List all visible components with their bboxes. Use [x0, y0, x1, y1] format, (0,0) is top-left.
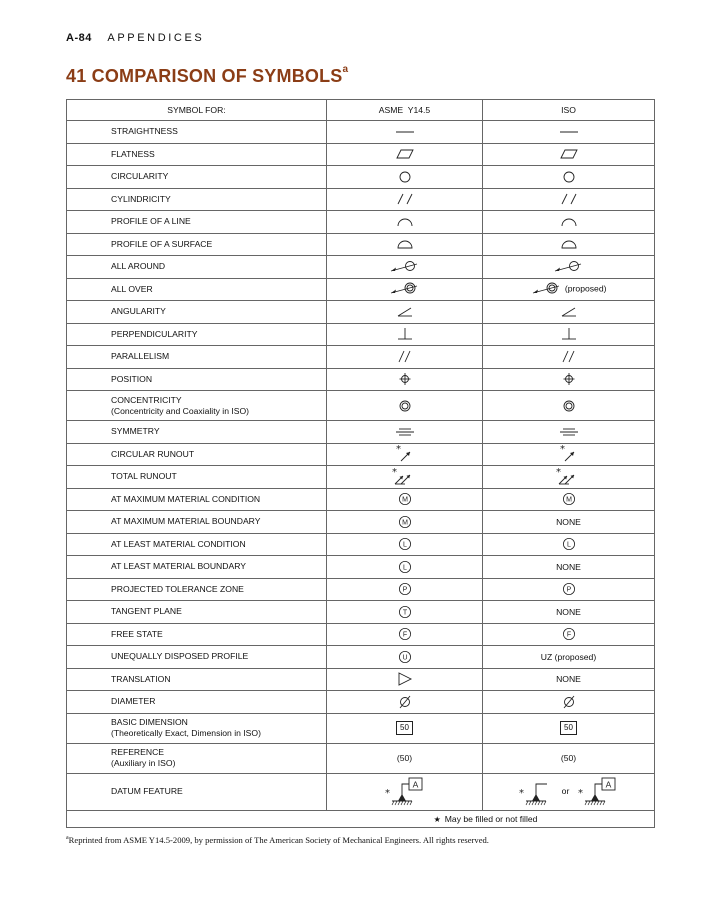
symbol-name-cell	[67, 443, 327, 466]
asme-symbol-cell	[327, 556, 483, 579]
symbol-name-cell	[67, 713, 327, 743]
header-symbol-for: SYMBOL FOR:	[67, 100, 327, 121]
symbol-name-cell	[67, 278, 327, 301]
circularity-icon	[557, 171, 581, 183]
symbol-name: PROFILE OF A LINE	[111, 216, 191, 227]
symbol-name-cell	[67, 323, 327, 346]
svg-text:L: L	[566, 541, 571, 549]
symbol-name: CYLINDRICITY	[111, 193, 171, 204]
circled-letter-icon	[398, 515, 412, 529]
circled-letter-icon	[398, 605, 412, 619]
symbol-name: AT LEAST MATERIAL CONDITION	[111, 538, 246, 549]
iso-symbol-cell	[483, 323, 655, 346]
symbol-name-cell	[67, 256, 327, 279]
svg-text:A: A	[605, 779, 612, 789]
datum-feature-icon	[578, 777, 618, 807]
symbol-name-cell	[67, 301, 327, 324]
table-row	[67, 691, 655, 714]
footnote-text: Reprinted from ASME Y14.5-2009, by permission of The American Society of Mechanical Engineers. All rights reserved.	[68, 835, 489, 845]
iso-symbol-cell	[483, 143, 655, 166]
table-row	[67, 368, 655, 391]
svg-text:T: T	[402, 609, 407, 617]
symbol-name: ALL AROUND	[111, 261, 166, 272]
iso-symbol-cell	[483, 466, 655, 489]
symbol-name: AT LEAST MATERIAL BOUNDARY	[111, 561, 246, 572]
symbol-name-cell	[67, 601, 327, 624]
svg-text:*: *	[555, 466, 561, 478]
all-around-icon	[553, 260, 585, 274]
symbol-name-cell	[67, 533, 327, 556]
symbol-name: CIRCULAR RUNOUT	[111, 448, 195, 459]
circled-letter-icon	[398, 627, 412, 641]
title-text: COMPARISON OF SYMBOLS	[91, 66, 343, 86]
note-cell	[67, 810, 655, 827]
symbol-name-cell	[67, 233, 327, 256]
profile-line-icon	[557, 216, 581, 228]
total-runout-icon	[555, 468, 583, 486]
iso-symbol-cell	[483, 256, 655, 279]
symbol-name-cell	[67, 421, 327, 444]
symbol-name-cell	[67, 556, 327, 579]
svg-text:*: *	[391, 466, 397, 478]
asme-symbol-cell	[327, 443, 483, 466]
table-row	[67, 188, 655, 211]
table-row	[67, 713, 655, 743]
symbol-name: PERPENDICULARITY	[111, 328, 198, 339]
table-row	[67, 211, 655, 234]
table-row	[67, 466, 655, 489]
asme-symbol-cell	[327, 301, 483, 324]
svg-text:P: P	[402, 586, 407, 594]
iso-symbol-cell	[483, 691, 655, 714]
symbol-name: ANGULARITY	[111, 306, 166, 317]
svg-text:L: L	[402, 564, 407, 572]
translation-icon	[393, 672, 417, 686]
asme-symbol-cell	[327, 691, 483, 714]
page-number: A-84	[66, 32, 92, 44]
concentricity-icon	[557, 399, 581, 413]
symbol-name-cell	[67, 188, 327, 211]
symbol-name: REFERENCE	[111, 747, 165, 757]
symbol-name-cell	[67, 488, 327, 511]
asme-symbol-cell	[327, 346, 483, 369]
iso-symbol-cell	[483, 346, 655, 369]
asme-symbol-cell	[327, 466, 483, 489]
datum-feature-icon	[385, 777, 425, 807]
symbol-name-cell	[67, 511, 327, 534]
asme-symbol-cell	[327, 713, 483, 743]
profile-line-icon	[393, 216, 417, 228]
running-head	[66, 32, 204, 44]
iso-text: NONE	[556, 606, 581, 617]
table-row	[67, 391, 655, 421]
iso-symbol-cell	[483, 421, 655, 444]
symbol-name-cell	[67, 691, 327, 714]
symbol-name: DATUM FEATURE	[111, 786, 183, 796]
perpendicularity-icon	[557, 327, 581, 341]
svg-text:A: A	[412, 779, 418, 789]
symbol-name: CIRCULARITY	[111, 171, 169, 182]
symbol-subname: (Concentricity and Coaxiality in ISO)	[111, 405, 250, 416]
datum-triangle-icon	[519, 777, 553, 807]
iso-symbol-cell	[483, 301, 655, 324]
symbol-name-cell	[67, 346, 327, 369]
svg-text:U: U	[401, 654, 408, 662]
iso-text: NONE	[556, 674, 581, 685]
symbol-name-cell	[67, 646, 327, 669]
iso-symbol-cell	[483, 368, 655, 391]
asme-symbol-cell	[327, 578, 483, 601]
title-superscript: a	[342, 64, 349, 75]
iso-symbol-cell	[483, 646, 655, 669]
circled-letter-icon	[398, 492, 412, 506]
header-asme: ASME Y14.5	[327, 100, 483, 121]
symbol-name: SYMMETRY	[111, 426, 160, 437]
table-row	[67, 421, 655, 444]
asme-symbol-cell	[327, 188, 483, 211]
svg-text:*: *	[395, 444, 401, 456]
svg-text:M: M	[401, 519, 408, 527]
symbol-name-cell	[67, 743, 327, 773]
table-row	[67, 773, 655, 810]
table-row	[67, 346, 655, 369]
parallelism-icon	[393, 350, 417, 364]
symbol-name: UNEQUALLY DISPOSED PROFILE	[111, 651, 249, 662]
iso-text: UZ (proposed)	[540, 651, 597, 662]
circled-letter-icon	[398, 582, 412, 596]
svg-text:P: P	[566, 586, 571, 594]
symbol-name: PROJECTED TOLERANCE ZONE	[111, 583, 244, 594]
table-row	[67, 646, 655, 669]
footnote	[66, 835, 489, 845]
iso-symbol-cell	[483, 578, 655, 601]
iso-symbol-cell	[483, 211, 655, 234]
symbol-name-cell	[67, 623, 327, 646]
symmetry-icon	[557, 426, 581, 438]
table-row	[67, 511, 655, 534]
svg-text:*: *	[577, 787, 583, 799]
circled-letter-icon	[398, 560, 412, 574]
table-header-row	[67, 100, 655, 121]
section-name: APPENDICES	[107, 32, 205, 44]
iso-text: (50)	[560, 753, 577, 763]
svg-text:M: M	[565, 496, 572, 504]
position-icon	[393, 372, 417, 386]
cylindricity-icon	[393, 193, 417, 205]
table-row	[67, 556, 655, 579]
symbol-name: ALL OVER	[111, 283, 153, 294]
iso-symbol-cell	[483, 668, 655, 691]
title-number: 41	[66, 66, 87, 86]
symbol-name: CONCENTRICITY	[111, 394, 182, 405]
iso-symbol-cell	[483, 511, 655, 534]
circular-runout-icon	[557, 445, 581, 463]
circled-letter-icon	[562, 627, 576, 641]
asme-symbol-cell	[327, 233, 483, 256]
iso-symbol-cell	[483, 601, 655, 624]
table-row	[67, 601, 655, 624]
symbol-name-cell	[67, 121, 327, 144]
circled-letter-icon	[562, 582, 576, 596]
table-row	[67, 278, 655, 301]
svg-text:F: F	[566, 631, 571, 639]
asme-symbol-cell	[327, 601, 483, 624]
asme-symbol-cell	[327, 668, 483, 691]
profile-surface-icon	[393, 238, 417, 250]
flatness-icon	[393, 148, 417, 160]
iso-symbol-cell	[483, 278, 655, 301]
header-iso: ISO	[483, 100, 655, 121]
circularity-icon	[393, 171, 417, 183]
note-text: May be filled or not filled	[444, 813, 538, 824]
symbol-name-cell	[67, 143, 327, 166]
iso-symbol-cell	[483, 391, 655, 421]
asme-symbol-cell	[327, 743, 483, 773]
svg-text:*: *	[559, 444, 565, 456]
asme-symbol-cell	[327, 256, 483, 279]
svg-text:F: F	[402, 631, 407, 639]
asme-symbol-cell	[327, 533, 483, 556]
angularity-icon	[557, 306, 581, 318]
symbol-name: FREE STATE	[111, 628, 163, 639]
table-row	[67, 533, 655, 556]
iso-proposed-text: (proposed)	[564, 283, 607, 294]
basic-dimension-box: 50	[560, 721, 577, 735]
symbol-name: TOTAL RUNOUT	[111, 471, 177, 482]
basic-dimension-box: 50	[396, 721, 413, 735]
symbol-subname: (Theoretically Exact, Dimension in ISO)	[111, 728, 261, 738]
circled-letter-icon	[398, 650, 412, 664]
asme-symbol-cell	[327, 488, 483, 511]
star-icon: ★	[433, 814, 441, 824]
table-row	[67, 623, 655, 646]
asme-symbol-cell	[327, 368, 483, 391]
iso-symbol-cell	[483, 556, 655, 579]
symbol-name-cell	[67, 211, 327, 234]
diameter-icon	[393, 695, 417, 709]
svg-text:L: L	[402, 541, 407, 549]
table-row	[67, 233, 655, 256]
iso-text: NONE	[556, 516, 581, 527]
asme-symbol-cell	[327, 278, 483, 301]
symmetry-icon	[393, 426, 417, 438]
concentricity-icon	[393, 399, 417, 413]
asme-symbol-cell	[327, 143, 483, 166]
table-row	[67, 301, 655, 324]
asme-symbol-cell	[327, 211, 483, 234]
iso-text: NONE	[556, 561, 581, 572]
all-over-icon	[389, 282, 421, 296]
symbol-name: AT MAXIMUM MATERIAL BOUNDARY	[111, 516, 261, 527]
iso-symbol-cell	[483, 533, 655, 556]
cylindricity-icon	[557, 193, 581, 205]
symbol-name-cell	[67, 578, 327, 601]
asme-symbol-cell	[327, 421, 483, 444]
asme-symbol-cell	[327, 773, 483, 810]
asme-symbol-cell	[327, 166, 483, 189]
table-row	[67, 256, 655, 279]
asme-symbol-cell	[327, 623, 483, 646]
or-text: or	[561, 785, 570, 796]
parallelism-icon	[557, 350, 581, 364]
note-row	[67, 810, 655, 827]
symbol-subname: (Auxiliary in ISO)	[111, 758, 176, 768]
table-row	[67, 578, 655, 601]
symbol-name: BASIC DIMENSION	[111, 717, 188, 727]
symbol-name: POSITION	[111, 373, 153, 384]
position-icon	[557, 372, 581, 386]
iso-symbol-cell	[483, 443, 655, 466]
iso-symbol-cell	[483, 773, 655, 810]
symbol-name: TRANSLATION	[111, 673, 171, 684]
svg-text:*: *	[519, 787, 525, 799]
circled-letter-icon	[398, 537, 412, 551]
all-over-icon	[531, 282, 563, 296]
asme-symbol-cell	[327, 391, 483, 421]
symbol-name: PROFILE OF A SURFACE	[111, 238, 213, 249]
asme-symbol-cell	[327, 323, 483, 346]
iso-symbol-cell	[483, 166, 655, 189]
symbol-name-cell	[67, 368, 327, 391]
asme-symbol-cell	[327, 511, 483, 534]
footnote-marker: a	[66, 835, 69, 842]
table-row	[67, 143, 655, 166]
asme-text: (50)	[396, 753, 413, 763]
symbol-name-cell	[67, 466, 327, 489]
page-title	[66, 66, 348, 87]
flatness-icon	[557, 148, 581, 160]
circular-runout-icon	[393, 445, 417, 463]
iso-symbol-cell	[483, 623, 655, 646]
table-row	[67, 743, 655, 773]
iso-symbol-cell	[483, 188, 655, 211]
symbol-name: FLATNESS	[111, 148, 155, 159]
table-row	[67, 668, 655, 691]
symbol-name-cell	[67, 166, 327, 189]
total-runout-icon	[391, 468, 419, 486]
all-around-icon	[389, 260, 421, 274]
asme-symbol-cell	[327, 646, 483, 669]
symbol-name: TANGENT PLANE	[111, 606, 182, 617]
iso-symbol-cell	[483, 488, 655, 511]
symbol-name: AT MAXIMUM MATERIAL CONDITION	[111, 493, 261, 504]
symbol-name-cell	[67, 773, 327, 810]
perpendicularity-icon	[393, 327, 417, 341]
svg-text:*: *	[384, 787, 390, 799]
asme-symbol-cell	[327, 121, 483, 144]
diameter-icon	[557, 695, 581, 709]
iso-symbol-cell	[483, 121, 655, 144]
iso-symbol-cell	[483, 233, 655, 256]
table-row	[67, 166, 655, 189]
symbol-name-cell	[67, 391, 327, 421]
iso-symbol-cell	[483, 713, 655, 743]
table-row	[67, 323, 655, 346]
symbol-name: STRAIGHTNESS	[111, 126, 178, 137]
circled-letter-icon	[562, 492, 576, 506]
table-row	[67, 488, 655, 511]
symbol-name: DIAMETER	[111, 696, 156, 707]
table-row	[67, 121, 655, 144]
iso-symbol-cell	[483, 743, 655, 773]
profile-surface-icon	[557, 238, 581, 250]
svg-text:M: M	[401, 496, 408, 504]
angularity-icon	[393, 306, 417, 318]
symbols-table	[66, 99, 655, 828]
table-row	[67, 443, 655, 466]
circled-letter-icon	[562, 537, 576, 551]
straightness-icon	[557, 126, 581, 138]
straightness-icon	[393, 126, 417, 138]
symbol-name-cell	[67, 668, 327, 691]
symbol-name: PARALLELISM	[111, 351, 170, 362]
